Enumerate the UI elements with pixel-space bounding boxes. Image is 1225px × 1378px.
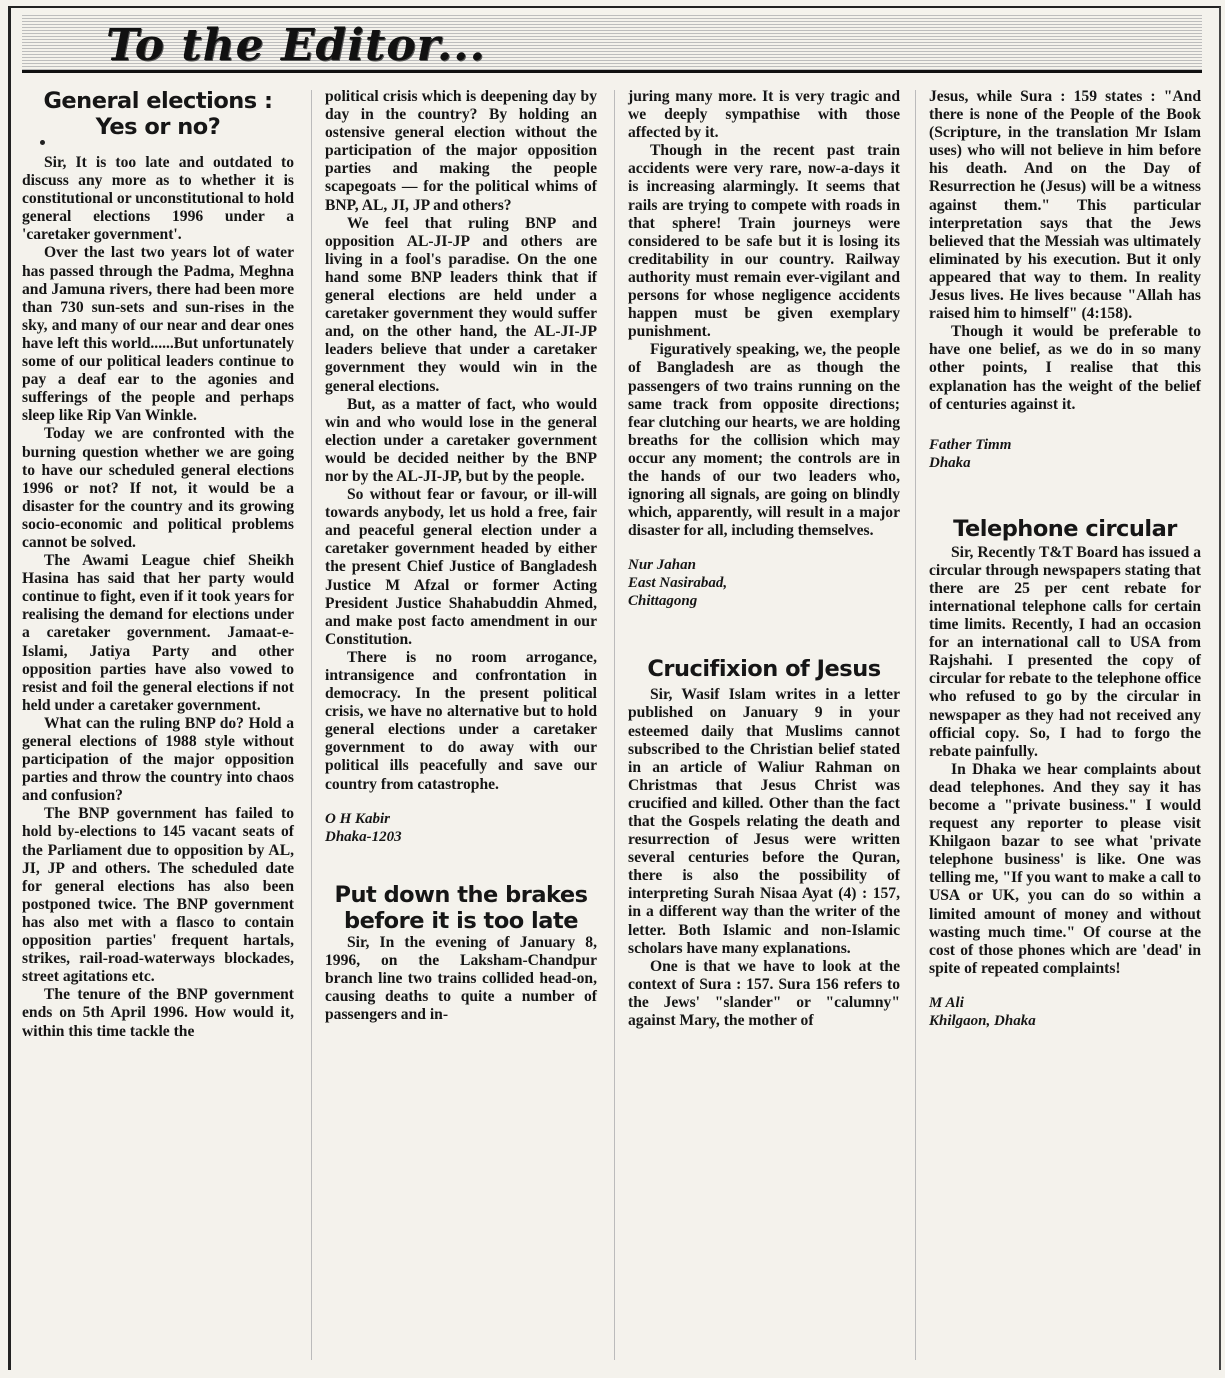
letter-3-paragraph: Jesus, while Sura : 159 states : "And there is none of the People of the Book (Scripture, in the translation Mr Islam uses) who will not believe in him before his death. And on the Day of Resurrection he (Jesus) will be a witness against them." This particular interpretation says that the Jews believed that the Messiah was ultimately eliminated by his execution. But it only appeared that way to them. In reality Jesus lives. He lives because "Allah has raised him to himself" (4:158). [929, 88, 1201, 323]
letter-2-signature-place: Chittagong [628, 593, 698, 610]
letter-1-paragraph: The Awami League chief Sheikh Hasina has said that her party would continue to fight, even if it took years for realising the demand for elections under a caretaker government. Jamaat-e-Islami, Jatiya Party and other opposition parties have also vowed to resist and foil the general elections if not held under a caretaker government. [22, 552, 294, 714]
column-divider [614, 90, 615, 1360]
letter-1-paragraph: We feel that ruling BNP and opposition AL-JI-JP and others are living in a fool's paradise. On the one hand some BNP leaders think that if general elections are held under a caretaker government they would suffer and, on the other hand, the AL-JI-JP leaders believe that under a caretaker government they would win in the general elections. [325, 214, 597, 395]
letter-1-headline [22, 88, 294, 140]
letter-2-signature-name: Nur Jahan [628, 557, 696, 574]
column-1 [22, 88, 294, 1041]
column-2 [325, 88, 597, 1024]
headline-line: General elections : [43, 88, 273, 114]
letter-1-paragraph: The BNP government has failed to hold by-elections to 145 vacant seats of the Parliament due to opposition by AL, JI, JP and others. The scheduled date for general elections has also been postponed twice. The BNP government has also met with a flasco to contain opposition parties' frequent hartals, strikes, rail-road-waterways blockades, street agitations etc. [22, 805, 294, 986]
letter-4-headline: Telephone circular [953, 515, 1177, 542]
letter-3-signature-name: Father Timm [929, 436, 1012, 453]
letter-2-paragraph: juring many more. It is very tragic and we deeply sympathise with those affected by it. [628, 88, 900, 142]
letter-2-paragraph: Sir, In the evening of January 8, 1996, on the Laksham-Chandpur branch line two trains collided head-on, causing deaths to quite a number of passengers and in- [325, 933, 597, 1024]
letter-1-paragraph: But, as a matter of fact, who would win and who would lose in the general election under a caretaker government would be decided neither by the BNP nor by the AL-JI-JP, but by the people. [325, 395, 597, 485]
letter-1-paragraph: So without fear or favour, or ill-will towards anybody, let us hold a free, fair and peaceful general election under a caretaker government headed by either the present Chief Justice of Bangladesh Justice M Afzal or former Acting President Justice Shahabuddin Ahmed, and make post facto amendment in our Constitution. [325, 486, 597, 648]
column-divider [311, 90, 312, 1360]
letter-3-headline: Crucifixion of Jesus [647, 656, 881, 683]
section-masthead [22, 14, 1202, 73]
letter-1-paragraph: What can the ruling BNP do? Hold a general elections of 1988 style without participation of the major opposition parties and throw the country into chaos and confusion? [22, 714, 294, 805]
letter-1-signature-place: Dhaka-1203 [325, 828, 402, 845]
section-title: To the Editor... [106, 20, 486, 71]
letter-1-paragraph: Over the last two years lot of water has passed through the Padma, Meghna and Jamuna rivers, there had been more than 730 sun-sets and sun-rises in the sky, and many of our near and dear ones have left this world......But unfortunately some of our political leaders continue to pay a deaf ear to the agonies and sufferings of the people and perhaps sleep like Rip Van Winkle. [22, 244, 294, 425]
letter-1-signature-name: O H Kabir [325, 810, 391, 827]
column-3 [628, 88, 900, 1030]
letter-4-signature-name: M Ali [929, 994, 964, 1011]
headline-line: Put down the brakes [334, 881, 588, 908]
letter-1-paragraph: Today we are confronted with the burning question whether we are going to have our scheduled general elections 1996 or not? If not, it would be a disaster for the country and its growing socio-economic and political problems cannot be solved. [22, 425, 294, 551]
letter-1-paragraph: Sir, It is too late and outdated to discuss any more as to whether it is constitutional or unconstitutional to hold general elections 1996 under a 'caretaker government'. [22, 154, 294, 244]
letter-3-paragraph: Sir, Wasif Islam writes in a letter published on January 9 in your esteemed daily that Muslims cannot subscribed to the Christian belief stated in an article of Waliur Rahman on Christmas that Jesus Christ was crucified and killed. Other than the fact that the Gospels relating the death and resurrection of Jesus were written several centuries before the Quran, there is also the possibility of interpreting Surah Nisaa Ayat (4) : 157, in a different way than the writer of the letter. Both Islamic and non-Islamic scholars have many explanations. [628, 686, 900, 957]
letter-1-paragraph: political crisis which is deepening day by day in the country? By holding an ostensive general election without the participation of the major opposition parties and making the people scapegoats — for the political whims of BNP, AL, JI, JP and others? [325, 88, 597, 214]
letter-2-paragraph: Though in the recent past train accidents were very rare, now-a-days it is increasing alarmingly. It seems that rails are trying to compete with roads in that sphere! Train journeys were considered to be safe but it is losing its creditability in our country. Railway authority must remain ever-vigilant and persons for whose negligence accidents happen must be given exemplary punishment. [628, 142, 900, 341]
column-divider [915, 90, 916, 1360]
headline-line: before it is too late [344, 907, 578, 934]
letter-3-signature-place: Dhaka [929, 454, 971, 471]
letter-4-paragraph: In Dhaka we hear complaints about dead telephones. And they say it has become a "private business." I would request any reporter to please visit Khilgaon bazar to see what 'private telephone business' is like. One was telling me, "If you want to make a call to USA or UK, you can do so within a limited amount of money and without wasting much time." Of course at the cost of those phones which are 'dead' in spite of repeated complaints! [929, 760, 1201, 977]
letter-3-paragraph: Though it would be preferable to have one belief, as we do in so many other points, I realise that this explanation has the weight of the belief of centuries against it. [929, 323, 1201, 413]
headline-line: Yes or no? [95, 114, 221, 140]
letter-2-headline [325, 882, 597, 934]
column-4 [929, 88, 1201, 1030]
letter-2-signature-line: East Nasirabad, [628, 575, 728, 592]
letter-1-paragraph: The tenure of the BNP government ends on 5th April 1996. How would it, within this time tackle the [22, 986, 294, 1040]
letter-3-paragraph: One is that we have to look at the context of Sura : 157. Sura 156 refers to the Jews' "slander" or "calumny" against Mary, the mother of [628, 957, 900, 1030]
letter-4-paragraph: Sir, Recently T&T Board has issued a circular through newspapers stating that there are 25 per cent rebate for international telephone calls for certain time limits. Recently, I had an occasion for an international call to USA from Rajshahi. I presented the copy of circular for rebate to the telephone office who refused to go by the circular in newspaper as they had not received any official copy. So, I had to forgo the rebate painfully. [929, 543, 1201, 760]
letter-4-signature-place: Khilgaon, Dhaka [929, 1012, 1036, 1029]
letter-1-paragraph: There is no room arrogance, intransigence and confrontation in democracy. In the present political crisis, we have no alternative but to hold general elections under a caretaker government to do away with our political ills peacefully and save our country from catastrophe. [325, 648, 597, 793]
letter-2-paragraph: Figuratively speaking, we, the people of Bangladesh are as though the passengers of two trains running on the same track from opposite directions; fear clutching our hearts, we are holding breaths for the collision which may occur any moment; the controls are in the hands of our two leaders who, ignoring all signals, are going on blindly which, apparently, will result in a major disaster for all, including themselves. [628, 341, 900, 540]
